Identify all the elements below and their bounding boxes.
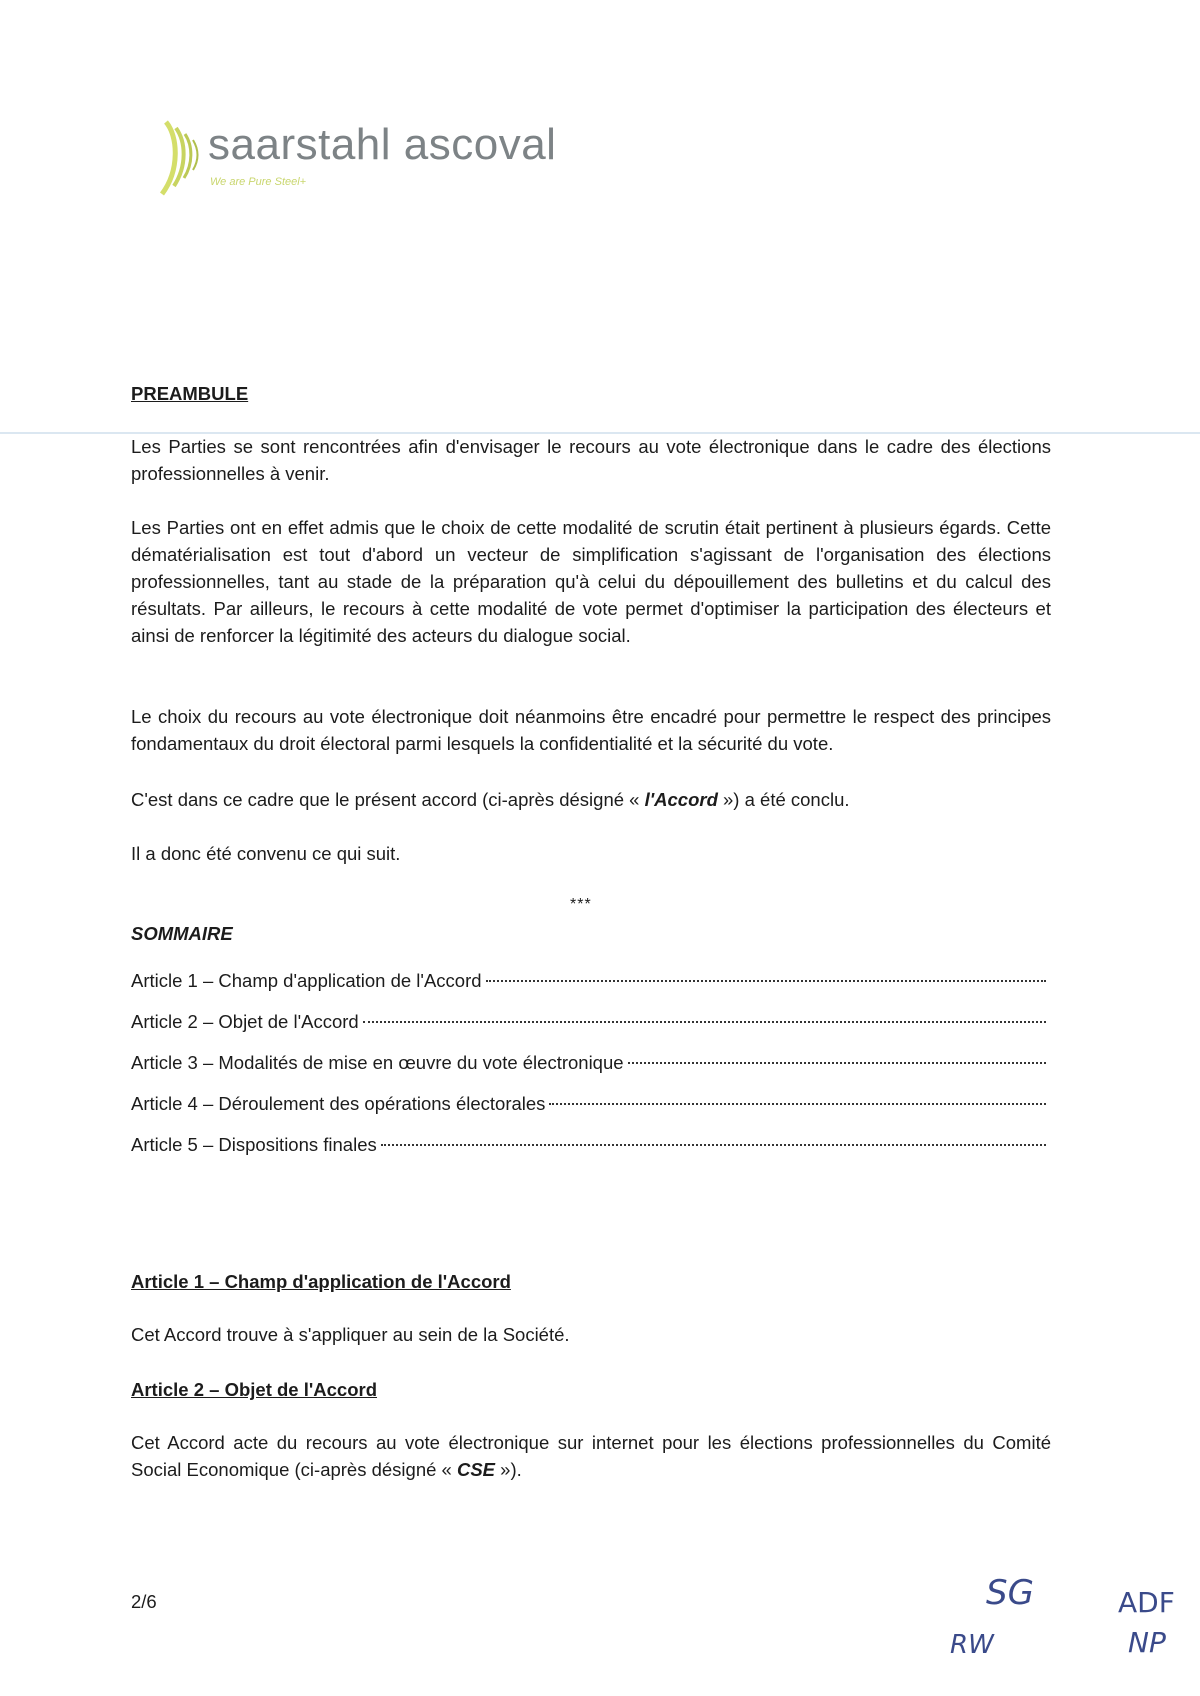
toc-leader-dots <box>381 1144 1046 1146</box>
toc-item: Article 4 – Déroulement des opérations électorales <box>131 1093 1046 1134</box>
toc-leader-dots <box>628 1062 1046 1064</box>
article1-text: Cet Accord trouve à s'appliquer au sein de la Société. <box>131 1324 570 1345</box>
logo-wave-icon <box>160 118 214 198</box>
handwritten-initials: ADF <box>1118 1586 1175 1619</box>
toc-item: Article 5 – Dispositions finales <box>131 1134 1046 1175</box>
article1-heading: Article 1 – Champ d'application de l'Accord <box>131 1271 511 1292</box>
table-of-contents <box>131 970 1046 1175</box>
preambule-paragraph-1: Les Parties se sont rencontrées afin d'envisager le recours au vote électronique dans le cadre des élections professionnelles à venir. <box>131 436 1051 484</box>
toc-leader-dots <box>549 1103 1046 1105</box>
handwritten-initials: NP <box>1128 1626 1166 1659</box>
page-number: 2/6 <box>131 1591 157 1612</box>
toc-item: Article 1 – Champ d'application de l'Accord <box>131 970 1046 1011</box>
accord-sentence: C'est dans ce cadre que le présent accord (ci-après désigné « l'Accord ») a été conclu. <box>131 789 850 810</box>
logo-tagline: We are Pure Steel+ <box>210 176 307 188</box>
logo-wordmark: saarstahl ascoval <box>208 120 557 169</box>
preambule-heading: PREAMBULE <box>131 383 249 404</box>
toc-leader-dots <box>363 1021 1046 1023</box>
handwritten-initials: RW <box>950 1630 994 1660</box>
preambule-paragraph-2: Les Parties ont en effet admis que le choix de cette modalité de scrutin était pertinent à plusieurs égards. Cette dématérialisation est tout d'abord un vecteur de simplification s'agissant de l'organisation des élections professionnelles, tant au stade de la préparation qu'à celui du dépouillement des bulletins et du calcul des résultats. Par ailleurs, le recours à cette modalité de vote permet d'optimiser la participation des électeurs et ainsi de renforcer la légitimité des acteurs du dialogue social. <box>131 517 1051 646</box>
preambule-paragraph-3: Le choix du recours au vote électronique doit néanmoins être encadré pour permettre le respect des principes fondamentaux du droit électoral parmi lesquels la confidentialité et la sécurité du vote. <box>131 706 1051 754</box>
article2-text: Cet Accord acte du recours au vote électronique sur internet pour les élections professionnelles du Comité Social Economique (ci-après désigné « CSE »). <box>131 1432 1051 1480</box>
company-logo <box>160 112 557 202</box>
toc-item: Article 2 – Objet de l'Accord <box>131 1011 1046 1052</box>
toc-leader-dots <box>486 980 1046 982</box>
cse-term: CSE <box>456 1459 496 1480</box>
accord-term: l'Accord <box>644 789 718 810</box>
handwritten-initials: SG <box>986 1573 1034 1613</box>
toc-item: Article 3 – Modalités de mise en œuvre du vote électronique <box>131 1052 1046 1093</box>
closing-sentence: Il a donc été convenu ce qui suit. <box>131 843 401 864</box>
section-separator: *** <box>570 896 592 913</box>
article2-heading: Article 2 – Objet de l'Accord <box>131 1379 378 1400</box>
sommaire-heading: SOMMAIRE <box>131 923 233 944</box>
